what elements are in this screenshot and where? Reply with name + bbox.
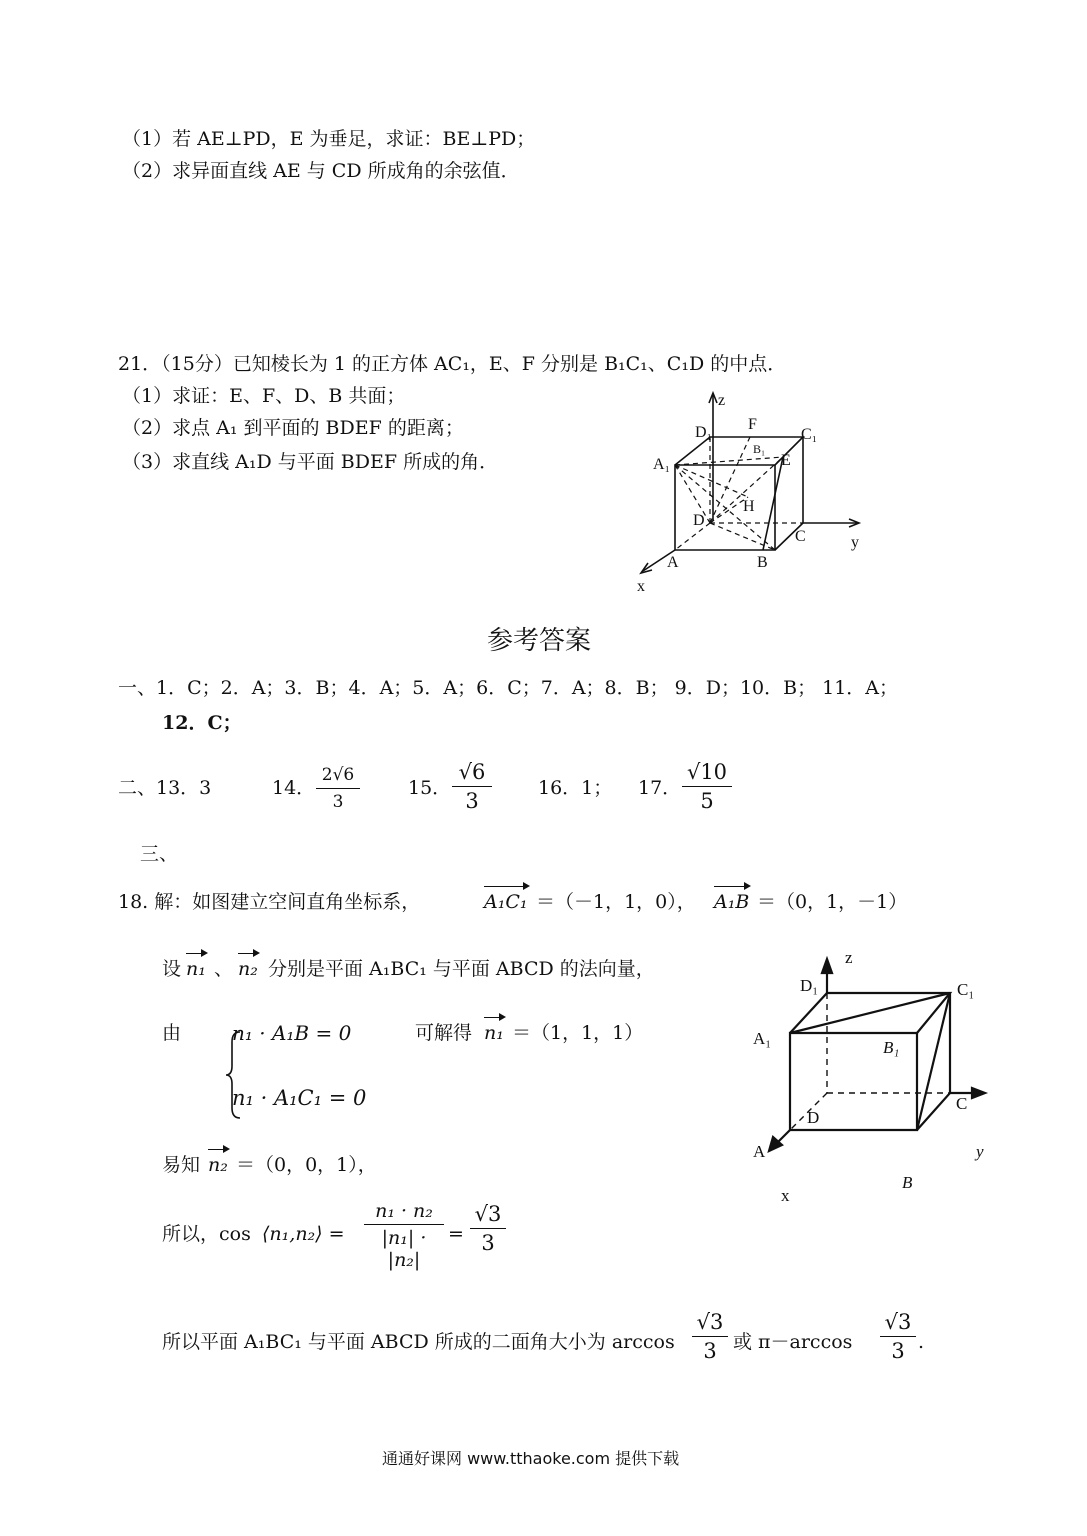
q21-part2: （2）求点 A₁ 到平面的 BDEF 的距离； xyxy=(122,417,464,439)
q18-cos-num: n₁ · n₂ xyxy=(375,1200,433,1222)
q21-fig-label: C₁ xyxy=(801,426,818,443)
q21-fig-label: A₁ xyxy=(653,456,671,473)
q18-conclusion-frac2 xyxy=(880,1310,916,1363)
answer-15-den: 3 xyxy=(465,789,479,813)
q18-cos-args: n₁,n₂ xyxy=(269,1223,316,1245)
q18-cos-den: |n₁| · |n₂| xyxy=(381,1227,427,1271)
q18-fig-label: B xyxy=(902,1173,913,1192)
answer-17-num: √10 xyxy=(686,760,728,784)
answer-15-fraction xyxy=(452,760,492,813)
answers-title: 参考答案 xyxy=(487,626,592,656)
q18-fig-label: C xyxy=(956,1094,968,1113)
q18-n2: n₂ xyxy=(238,958,258,980)
q21-fig-label: H xyxy=(743,498,755,515)
q20-part1: （1）若 AE⊥PD，E 为垂足，求证：BE⊥PD； xyxy=(122,128,536,150)
q21-fig-label: B₁ xyxy=(753,442,766,456)
q18-vec2-name: A₁B xyxy=(714,891,750,913)
q18-solve-value: ＝（1，1，1） xyxy=(512,1022,644,1044)
q18-fig-label: z xyxy=(845,948,853,967)
q18-conclusion-num2: √3 xyxy=(884,1310,912,1334)
q18-conclusion-prefix: 所以平面 A₁BC₁ 与平面 ABCD 所成的二面角大小为 arccos xyxy=(162,1331,675,1353)
section1-line2: 12．C； xyxy=(162,712,242,734)
q21-fig-label: C xyxy=(795,528,806,545)
q18-vec1 xyxy=(484,890,528,914)
q18-conclusion-frac1 xyxy=(692,1310,728,1363)
q21-part3: （3）求直线 A₁D 与平面 BDEF 所成的角． xyxy=(122,451,499,473)
q21-stem: 21．（15分）已知棱长为 1 的正方体 AC₁，E、F 分别是 B₁C₁、C₁D 的中点． xyxy=(118,353,787,375)
answer-15-num: √6 xyxy=(458,760,486,784)
q18-by: 由 xyxy=(162,1022,182,1044)
q18-vec1-name: A₁C₁ xyxy=(484,891,528,913)
q18-normals-prefix: 设 xyxy=(162,958,182,980)
q18-fig-label: y xyxy=(976,1142,984,1161)
q21-fig-label: F xyxy=(748,416,757,433)
answer-14-num: 2√6 xyxy=(321,765,355,785)
q18-fig-label: A₁ xyxy=(753,1029,772,1048)
q18-vec1-value: ＝（－1，1，0）， xyxy=(536,891,696,913)
q18-vec2 xyxy=(714,890,749,914)
q18-cos-args-wrap: ⟨n₁,n₂⟩ = xyxy=(262,1223,345,1245)
q21-cube-figure xyxy=(625,385,875,600)
q21-fig-label: B xyxy=(757,554,768,571)
q21-fig-label: A xyxy=(667,554,679,571)
q18-conclusion-or: 或 π－arccos xyxy=(733,1331,853,1353)
q18-easy-prefix: 易知 xyxy=(162,1154,201,1176)
q18-cube-figure xyxy=(745,945,995,1210)
q18-conclusion-den2: 3 xyxy=(891,1339,905,1363)
q18-n1: n₁ xyxy=(186,958,206,980)
q18-vec2-value: ＝（0，1，－1） xyxy=(757,891,908,913)
q18-fig-label: C₁ xyxy=(957,980,975,999)
q18-cos-result-den: 3 xyxy=(481,1231,495,1255)
q18-easy-n2: n₂ xyxy=(208,1154,228,1176)
q18-fig-label: A xyxy=(753,1142,766,1161)
answer-17-den: 5 xyxy=(700,789,714,813)
answer-14-fraction xyxy=(316,764,360,813)
q21-fig-label: D₁ xyxy=(695,424,713,441)
q18-intro: 18. 解：如图建立空间直角坐标系， xyxy=(118,891,421,913)
answer-17-label: 17． xyxy=(638,777,682,799)
answer-16: 16．1； xyxy=(538,777,613,799)
q21-fig-label: E xyxy=(781,452,791,469)
footer-credit: 通通好课网 www.tthaoke.com 提供下载 xyxy=(382,1449,680,1468)
q18-fig-label: x xyxy=(781,1186,790,1205)
q18-fig-label: D xyxy=(807,1108,820,1127)
q18-fig-label: B₁ xyxy=(883,1038,900,1057)
q21-fig-label: z xyxy=(718,392,726,409)
q18-solve: 可解得 xyxy=(415,1022,473,1044)
q18-solve-n1: n₁ xyxy=(484,1022,504,1044)
q18-cos-prefix: 所以，cos xyxy=(162,1223,251,1245)
section1-line1: 一、1．C；2．A；3．B；4．A；5．A；6．C；7．A；8．B； 9．D；10．B； 11．A； xyxy=(118,677,899,699)
q18-easy-value: ＝（0，0，1）， xyxy=(236,1154,377,1176)
q18-cos-result-num: √3 xyxy=(474,1202,502,1226)
q18-eq1: n₁ · A₁B = 0 xyxy=(232,1021,352,1045)
q18-fig-label: D₁ xyxy=(800,976,819,995)
q21-part1: （1）求证：E、F、D、B 共面； xyxy=(122,385,406,407)
q18-cos-result xyxy=(470,1202,506,1255)
q18-eq2: n₁ · A₁C₁ = 0 xyxy=(232,1086,367,1110)
q18-conclusion-num1: √3 xyxy=(696,1310,724,1334)
q21-fig-label: D xyxy=(693,512,705,529)
section2-prefix: 二、13．3 xyxy=(118,777,212,799)
section3-label: 三、 xyxy=(140,843,179,865)
q20-part2: （2）求异面直线 AE 与 CD 所成角的余弦值． xyxy=(122,160,520,182)
q21-fig-label: y xyxy=(851,534,859,551)
q18-normals-line: 分别是平面 A₁BC₁ 与平面 ABCD 的法向量， xyxy=(268,958,655,980)
answer-14-den: 3 xyxy=(332,792,344,812)
q18-conclusion-den1: 3 xyxy=(703,1339,717,1363)
q18-sep: 、 xyxy=(214,958,234,980)
answer-15-label: 15． xyxy=(408,777,452,799)
q18-cos-eq: = xyxy=(448,1223,464,1245)
q18-period: . xyxy=(918,1331,925,1353)
answer-14-label: 14． xyxy=(272,777,316,799)
q18-cos-fraction xyxy=(364,1200,444,1271)
answer-17-fraction xyxy=(682,760,732,813)
q21-fig-label: x xyxy=(637,578,645,595)
